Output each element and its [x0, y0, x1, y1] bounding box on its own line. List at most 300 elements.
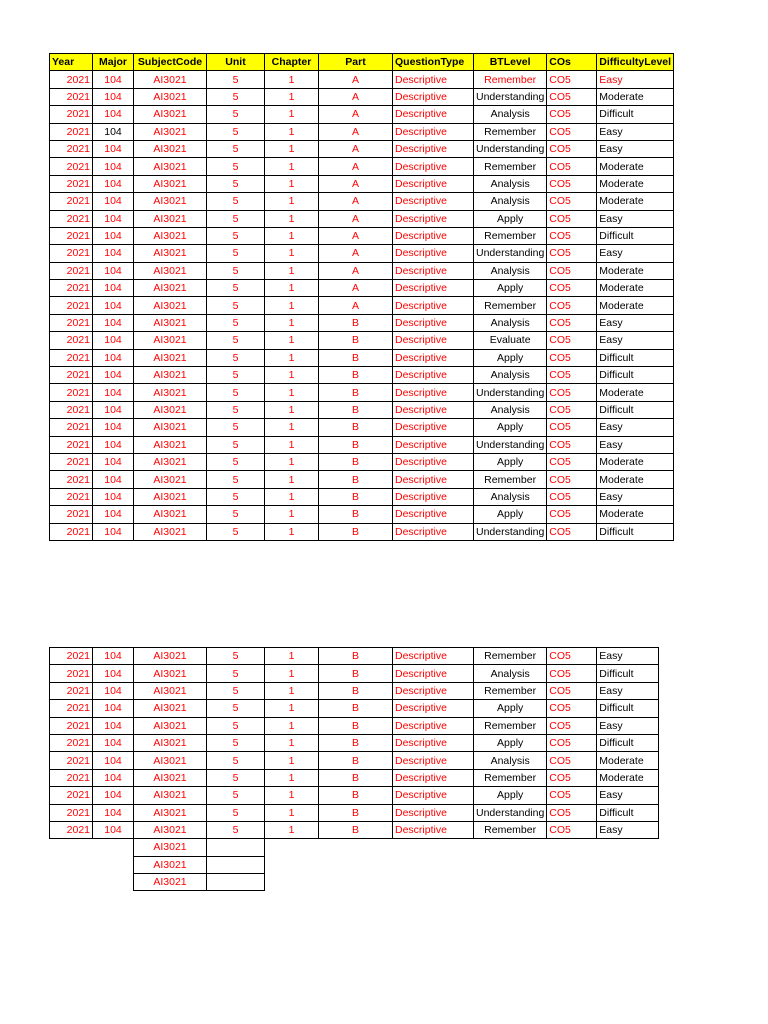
cell-part[interactable]: A	[319, 123, 393, 140]
cell-subject-code[interactable]: AI3021	[134, 804, 207, 821]
cell-cos[interactable]: CO5	[547, 245, 597, 262]
cell-chapter[interactable]: 1	[265, 384, 319, 401]
header-question-type[interactable]: QuestionType	[393, 54, 474, 71]
cell-chapter[interactable]: 1	[265, 123, 319, 140]
cell-cos[interactable]: CO5	[547, 140, 597, 157]
cell-major[interactable]: 104	[93, 140, 134, 157]
cell-cos[interactable]: CO5	[547, 210, 597, 227]
cell-major[interactable]: 104	[93, 506, 134, 523]
cell-major[interactable]: 104	[93, 821, 134, 838]
cell-chapter[interactable]: 1	[265, 769, 319, 786]
cell-unit[interactable]: 5	[207, 700, 265, 717]
cell-major[interactable]: 104	[93, 682, 134, 699]
cell-major[interactable]: 104	[93, 453, 134, 470]
cell-subject-code[interactable]: AI3021	[134, 700, 207, 717]
cell-year[interactable]: 2021	[50, 648, 93, 665]
cell-part[interactable]: A	[319, 245, 393, 262]
cell-cos[interactable]: CO5	[547, 227, 597, 244]
cell-chapter[interactable]: 1	[265, 682, 319, 699]
cell-year[interactable]: 2021	[50, 210, 93, 227]
cell-cos[interactable]: CO5	[547, 158, 597, 175]
cell-unit[interactable]: 5	[207, 769, 265, 786]
cell-part[interactable]: B	[319, 821, 393, 838]
cell-unit[interactable]: 5	[207, 332, 265, 349]
cell-question-type[interactable]: Descriptive	[393, 401, 474, 418]
cell-difficulty-level[interactable]: Moderate	[597, 88, 674, 105]
cell-question-type[interactable]: Descriptive	[393, 384, 474, 401]
cell-part[interactable]: A	[319, 297, 393, 314]
cell-major[interactable]: 104	[93, 734, 134, 751]
cell-chapter[interactable]: 1	[265, 297, 319, 314]
cell-part[interactable]: B	[319, 314, 393, 331]
cell-unit[interactable]: 5	[207, 453, 265, 470]
cell-cos[interactable]: CO5	[547, 123, 597, 140]
cell-part[interactable]: A	[319, 210, 393, 227]
cell-cos[interactable]: CO5	[547, 332, 597, 349]
cell-bt-level[interactable]: Remember	[474, 71, 547, 88]
cell-subject-code[interactable]: AI3021	[134, 665, 207, 682]
cell-difficulty-level[interactable]: Easy	[597, 140, 674, 157]
cell-part[interactable]: B	[319, 752, 393, 769]
cell-question-type[interactable]: Descriptive	[393, 88, 474, 105]
cell-cos[interactable]: CO5	[547, 682, 597, 699]
cell-unit[interactable]: 5	[207, 648, 265, 665]
cell-cos[interactable]: CO5	[547, 488, 597, 505]
cell-major[interactable]: 104	[93, 106, 134, 123]
cell-unit[interactable]: 5	[207, 297, 265, 314]
cell-question-type[interactable]: Descriptive	[393, 349, 474, 366]
cell-major[interactable]: 104	[93, 700, 134, 717]
cell-unit[interactable]: 5	[207, 314, 265, 331]
cell-difficulty-level[interactable]: Difficult	[597, 665, 659, 682]
cell-subject-code[interactable]: AI3021	[134, 384, 207, 401]
cell-unit[interactable]: 5	[207, 523, 265, 540]
cell-unit[interactable]: 5	[207, 88, 265, 105]
cell-question-type[interactable]: Descriptive	[393, 123, 474, 140]
cell-question-type[interactable]: Descriptive	[393, 175, 474, 192]
cell-cos[interactable]: CO5	[547, 280, 597, 297]
cell-subject-code[interactable]: AI3021	[134, 419, 207, 436]
cell-part[interactable]: B	[319, 349, 393, 366]
cell-unit[interactable]: 5	[207, 262, 265, 279]
cell-part[interactable]: B	[319, 453, 393, 470]
cell-question-type[interactable]: Descriptive	[393, 769, 474, 786]
cell-bt-level[interactable]: Analysis	[474, 262, 547, 279]
cell-year[interactable]: 2021	[50, 769, 93, 786]
cell-major[interactable]: 104	[93, 227, 134, 244]
cell-year[interactable]: 2021	[50, 401, 93, 418]
cell-chapter[interactable]: 1	[265, 367, 319, 384]
cell-bt-level[interactable]: Remember	[474, 717, 547, 734]
cell-cos[interactable]: CO5	[547, 106, 597, 123]
cell-question-type[interactable]: Descriptive	[393, 245, 474, 262]
cell-subject-code[interactable]: AI3021	[134, 175, 207, 192]
cell-part[interactable]: B	[319, 665, 393, 682]
cell-bt-level[interactable]: Apply	[474, 453, 547, 470]
cell-subject-code[interactable]: AI3021	[134, 523, 207, 540]
cell-unit[interactable]: 5	[207, 488, 265, 505]
cell-cos[interactable]: CO5	[547, 262, 597, 279]
cell-unit[interactable]: 5	[207, 227, 265, 244]
cell-cos[interactable]: CO5	[547, 349, 597, 366]
cell-chapter[interactable]: 1	[265, 436, 319, 453]
cell-major[interactable]: 104	[93, 769, 134, 786]
cell-chapter[interactable]: 1	[265, 88, 319, 105]
cell-difficulty-level[interactable]: Easy	[597, 314, 674, 331]
cell-bt-level[interactable]: Remember	[474, 158, 547, 175]
cell-year[interactable]: 2021	[50, 175, 93, 192]
cell-cos[interactable]: CO5	[547, 436, 597, 453]
cell-major[interactable]: 104	[93, 332, 134, 349]
cell-bt-level[interactable]: Remember	[474, 297, 547, 314]
cell-difficulty-level[interactable]: Easy	[597, 488, 674, 505]
cell-unit[interactable]: 5	[207, 158, 265, 175]
cell-year[interactable]: 2021	[50, 471, 93, 488]
cell-subject-code[interactable]: AI3021	[134, 193, 207, 210]
cell-part[interactable]: B	[319, 384, 393, 401]
cell-major[interactable]: 104	[93, 804, 134, 821]
cell-question-type[interactable]: Descriptive	[393, 523, 474, 540]
cell-bt-level[interactable]: Apply	[474, 787, 547, 804]
cell-major[interactable]: 104	[93, 787, 134, 804]
cell-year[interactable]: 2021	[50, 280, 93, 297]
cell-year[interactable]: 2021	[50, 297, 93, 314]
cell-part[interactable]: B	[319, 734, 393, 751]
cell-difficulty-level[interactable]: Moderate	[597, 471, 674, 488]
cell-difficulty-level[interactable]: Moderate	[597, 453, 674, 470]
cell-difficulty-level[interactable]: Difficult	[597, 700, 659, 717]
cell-year[interactable]: 2021	[50, 245, 93, 262]
header-bt-level[interactable]: BTLevel	[474, 54, 547, 71]
cell-year[interactable]: 2021	[50, 158, 93, 175]
cell-year[interactable]: 2021	[50, 193, 93, 210]
cell-question-type[interactable]: Descriptive	[393, 471, 474, 488]
cell-question-type[interactable]: Descriptive	[393, 506, 474, 523]
cell-year[interactable]: 2021	[50, 262, 93, 279]
cell-question-type[interactable]: Descriptive	[393, 227, 474, 244]
cell-major[interactable]: 104	[93, 523, 134, 540]
cell-subject-code[interactable]: AI3021	[134, 682, 207, 699]
cell-year[interactable]: 2021	[50, 123, 93, 140]
cell-part[interactable]: B	[319, 804, 393, 821]
cell-difficulty-level[interactable]: Easy	[597, 245, 674, 262]
cell-cos[interactable]: CO5	[547, 401, 597, 418]
cell-difficulty-level[interactable]: Moderate	[597, 769, 659, 786]
cell-difficulty-level[interactable]: Easy	[597, 71, 674, 88]
cell-subject-code[interactable]: AI3021	[134, 734, 207, 751]
cell-cos[interactable]: CO5	[547, 297, 597, 314]
cell-unit[interactable]: 5	[207, 210, 265, 227]
cell-chapter[interactable]: 1	[265, 506, 319, 523]
cell-chapter[interactable]: 1	[265, 245, 319, 262]
cell-subject-code[interactable]: AI3021	[134, 752, 207, 769]
cell-subject-code[interactable]: AI3021	[134, 471, 207, 488]
cell-chapter[interactable]: 1	[265, 804, 319, 821]
cell-subject-code[interactable]: AI3021	[134, 140, 207, 157]
cell-subject-code[interactable]: AI3021	[134, 506, 207, 523]
cell-question-type[interactable]: Descriptive	[393, 314, 474, 331]
cell-subject-code[interactable]: AI3021	[134, 88, 207, 105]
cell-unit[interactable]: 5	[207, 401, 265, 418]
cell-difficulty-level[interactable]: Easy	[597, 419, 674, 436]
cell-subject-code[interactable]: AI3021	[134, 123, 207, 140]
cell-chapter[interactable]: 1	[265, 471, 319, 488]
cell-bt-level[interactable]: Remember	[474, 821, 547, 838]
cell-question-type[interactable]: Descriptive	[393, 717, 474, 734]
cell-unit[interactable]: 5	[207, 665, 265, 682]
header-unit[interactable]: Unit	[207, 54, 265, 71]
cell-unit[interactable]	[207, 856, 265, 873]
cell-difficulty-level[interactable]: Easy	[597, 648, 659, 665]
cell-chapter[interactable]: 1	[265, 71, 319, 88]
cell-bt-level[interactable]: Apply	[474, 419, 547, 436]
cell-chapter[interactable]: 1	[265, 262, 319, 279]
cell-cos[interactable]: CO5	[547, 821, 597, 838]
cell-part[interactable]: B	[319, 367, 393, 384]
cell-unit[interactable]: 5	[207, 245, 265, 262]
cell-bt-level[interactable]: Analysis	[474, 175, 547, 192]
cell-cos[interactable]: CO5	[547, 193, 597, 210]
cell-unit[interactable]: 5	[207, 419, 265, 436]
cell-difficulty-level[interactable]: Difficult	[597, 734, 659, 751]
cell-part[interactable]: B	[319, 523, 393, 540]
cell-bt-level[interactable]: Analysis	[474, 665, 547, 682]
cell-difficulty-level[interactable]: Difficult	[597, 227, 674, 244]
cell-subject-code[interactable]: AI3021	[134, 436, 207, 453]
cell-chapter[interactable]: 1	[265, 158, 319, 175]
cell-question-type[interactable]: Descriptive	[393, 106, 474, 123]
cell-chapter[interactable]: 1	[265, 106, 319, 123]
cell-year[interactable]: 2021	[50, 453, 93, 470]
cell-bt-level[interactable]: Understanding	[474, 523, 547, 540]
cell-unit[interactable]	[207, 839, 265, 856]
cell-unit[interactable]: 5	[207, 384, 265, 401]
cell-year[interactable]: 2021	[50, 523, 93, 540]
cell-year[interactable]: 2021	[50, 717, 93, 734]
cell-year[interactable]: 2021	[50, 506, 93, 523]
cell-bt-level[interactable]: Remember	[474, 471, 547, 488]
cell-difficulty-level[interactable]: Moderate	[597, 175, 674, 192]
cell-major[interactable]: 104	[93, 367, 134, 384]
cell-cos[interactable]: CO5	[547, 648, 597, 665]
cell-major[interactable]: 104	[93, 123, 134, 140]
cell-part[interactable]: A	[319, 88, 393, 105]
cell-year[interactable]: 2021	[50, 71, 93, 88]
cell-question-type[interactable]: Descriptive	[393, 752, 474, 769]
cell-chapter[interactable]: 1	[265, 227, 319, 244]
cell-chapter[interactable]: 1	[265, 648, 319, 665]
cell-question-type[interactable]: Descriptive	[393, 297, 474, 314]
cell-year[interactable]: 2021	[50, 140, 93, 157]
cell-part[interactable]: B	[319, 648, 393, 665]
cell-year[interactable]: 2021	[50, 384, 93, 401]
cell-major[interactable]: 104	[93, 245, 134, 262]
cell-subject-code[interactable]: AI3021	[134, 227, 207, 244]
cell-year[interactable]: 2021	[50, 700, 93, 717]
cell-major[interactable]: 104	[93, 210, 134, 227]
cell-difficulty-level[interactable]: Moderate	[597, 506, 674, 523]
cell-cos[interactable]: CO5	[547, 314, 597, 331]
cell-major[interactable]: 104	[93, 175, 134, 192]
cell-major[interactable]: 104	[93, 436, 134, 453]
cell-year[interactable]: 2021	[50, 106, 93, 123]
cell-chapter[interactable]: 1	[265, 787, 319, 804]
cell-difficulty-level[interactable]: Moderate	[597, 193, 674, 210]
cell-chapter[interactable]: 1	[265, 419, 319, 436]
cell-part[interactable]: A	[319, 280, 393, 297]
cell-major[interactable]: 104	[93, 384, 134, 401]
cell-question-type[interactable]: Descriptive	[393, 436, 474, 453]
cell-part[interactable]: B	[319, 471, 393, 488]
cell-chapter[interactable]: 1	[265, 332, 319, 349]
cell-question-type[interactable]: Descriptive	[393, 700, 474, 717]
cell-bt-level[interactable]: Apply	[474, 700, 547, 717]
cell-difficulty-level[interactable]: Easy	[597, 787, 659, 804]
cell-unit[interactable]	[207, 874, 265, 891]
cell-year[interactable]: 2021	[50, 488, 93, 505]
cell-year[interactable]: 2021	[50, 349, 93, 366]
cell-bt-level[interactable]: Apply	[474, 506, 547, 523]
cell-unit[interactable]: 5	[207, 787, 265, 804]
cell-bt-level[interactable]: Understanding	[474, 804, 547, 821]
cell-question-type[interactable]: Descriptive	[393, 821, 474, 838]
cell-major[interactable]: 104	[93, 349, 134, 366]
cell-bt-level[interactable]: Apply	[474, 210, 547, 227]
cell-unit[interactable]: 5	[207, 106, 265, 123]
cell-part[interactable]: A	[319, 158, 393, 175]
cell-major[interactable]: 104	[93, 193, 134, 210]
cell-year[interactable]: 2021	[50, 332, 93, 349]
cell-difficulty-level[interactable]: Easy	[597, 332, 674, 349]
cell-chapter[interactable]: 1	[265, 193, 319, 210]
cell-difficulty-level[interactable]: Easy	[597, 210, 674, 227]
cell-difficulty-level[interactable]: Moderate	[597, 384, 674, 401]
cell-year[interactable]: 2021	[50, 665, 93, 682]
cell-chapter[interactable]: 1	[265, 752, 319, 769]
cell-subject-code[interactable]: AI3021	[134, 453, 207, 470]
cell-chapter[interactable]: 1	[265, 453, 319, 470]
cell-major[interactable]: 104	[93, 665, 134, 682]
cell-part[interactable]: B	[319, 506, 393, 523]
cell-part[interactable]: B	[319, 436, 393, 453]
cell-part[interactable]: A	[319, 227, 393, 244]
cell-unit[interactable]: 5	[207, 682, 265, 699]
cell-part[interactable]: B	[319, 769, 393, 786]
cell-difficulty-level[interactable]: Easy	[597, 821, 659, 838]
cell-subject-code[interactable]: AI3021	[134, 280, 207, 297]
cell-bt-level[interactable]: Understanding	[474, 384, 547, 401]
cell-difficulty-level[interactable]: Moderate	[597, 752, 659, 769]
cell-bt-level[interactable]: Remember	[474, 123, 547, 140]
cell-major[interactable]: 104	[93, 419, 134, 436]
cell-part[interactable]: B	[319, 419, 393, 436]
cell-question-type[interactable]: Descriptive	[393, 158, 474, 175]
cell-subject-code[interactable]: AI3021	[134, 821, 207, 838]
cell-cos[interactable]: CO5	[547, 367, 597, 384]
cell-bt-level[interactable]: Analysis	[474, 193, 547, 210]
cell-bt-level[interactable]: Remember	[474, 648, 547, 665]
cell-part[interactable]: A	[319, 140, 393, 157]
cell-cos[interactable]: CO5	[547, 787, 597, 804]
cell-subject-code[interactable]: AI3021	[134, 856, 207, 873]
cell-major[interactable]: 104	[93, 401, 134, 418]
cell-unit[interactable]: 5	[207, 140, 265, 157]
cell-part[interactable]: A	[319, 193, 393, 210]
cell-subject-code[interactable]: AI3021	[134, 245, 207, 262]
cell-unit[interactable]: 5	[207, 804, 265, 821]
cell-chapter[interactable]: 1	[265, 210, 319, 227]
cell-part[interactable]: B	[319, 717, 393, 734]
cell-question-type[interactable]: Descriptive	[393, 665, 474, 682]
header-major[interactable]: Major	[93, 54, 134, 71]
header-subject-code[interactable]: SubjectCode	[134, 54, 207, 71]
cell-question-type[interactable]: Descriptive	[393, 787, 474, 804]
cell-year[interactable]: 2021	[50, 734, 93, 751]
cell-difficulty-level[interactable]: Moderate	[597, 297, 674, 314]
cell-major[interactable]: 104	[93, 262, 134, 279]
cell-bt-level[interactable]: Analysis	[474, 752, 547, 769]
cell-difficulty-level[interactable]: Moderate	[597, 158, 674, 175]
cell-subject-code[interactable]: AI3021	[134, 717, 207, 734]
cell-unit[interactable]: 5	[207, 367, 265, 384]
cell-unit[interactable]: 5	[207, 821, 265, 838]
cell-difficulty-level[interactable]: Easy	[597, 436, 674, 453]
cell-year[interactable]: 2021	[50, 752, 93, 769]
cell-question-type[interactable]: Descriptive	[393, 332, 474, 349]
cell-cos[interactable]: CO5	[547, 453, 597, 470]
cell-chapter[interactable]: 1	[265, 488, 319, 505]
cell-subject-code[interactable]: AI3021	[134, 314, 207, 331]
cell-bt-level[interactable]: Analysis	[474, 401, 547, 418]
cell-chapter[interactable]: 1	[265, 717, 319, 734]
cell-year[interactable]: 2021	[50, 821, 93, 838]
cell-bt-level[interactable]: Understanding	[474, 436, 547, 453]
cell-part[interactable]: A	[319, 106, 393, 123]
cell-part[interactable]: A	[319, 71, 393, 88]
cell-cos[interactable]: CO5	[547, 700, 597, 717]
header-year[interactable]: Year	[50, 54, 93, 71]
cell-year[interactable]: 2021	[50, 88, 93, 105]
cell-part[interactable]: B	[319, 401, 393, 418]
cell-difficulty-level[interactable]: Easy	[597, 717, 659, 734]
cell-question-type[interactable]: Descriptive	[393, 734, 474, 751]
cell-major[interactable]: 104	[93, 297, 134, 314]
cell-year[interactable]: 2021	[50, 436, 93, 453]
cell-cos[interactable]: CO5	[547, 769, 597, 786]
cell-cos[interactable]: CO5	[547, 804, 597, 821]
cell-subject-code[interactable]: AI3021	[134, 71, 207, 88]
cell-question-type[interactable]: Descriptive	[393, 488, 474, 505]
cell-year[interactable]: 2021	[50, 419, 93, 436]
cell-unit[interactable]: 5	[207, 734, 265, 751]
cell-subject-code[interactable]: AI3021	[134, 210, 207, 227]
cell-cos[interactable]: CO5	[547, 419, 597, 436]
cell-part[interactable]: B	[319, 787, 393, 804]
cell-part[interactable]: A	[319, 175, 393, 192]
cell-chapter[interactable]: 1	[265, 349, 319, 366]
cell-subject-code[interactable]: AI3021	[134, 158, 207, 175]
cell-subject-code[interactable]: AI3021	[134, 106, 207, 123]
cell-difficulty-level[interactable]: Moderate	[597, 280, 674, 297]
cell-chapter[interactable]: 1	[265, 401, 319, 418]
cell-unit[interactable]: 5	[207, 717, 265, 734]
cell-bt-level[interactable]: Analysis	[474, 488, 547, 505]
cell-cos[interactable]: CO5	[547, 175, 597, 192]
cell-unit[interactable]: 5	[207, 71, 265, 88]
cell-unit[interactable]: 5	[207, 123, 265, 140]
cell-bt-level[interactable]: Remember	[474, 769, 547, 786]
cell-subject-code[interactable]: AI3021	[134, 262, 207, 279]
